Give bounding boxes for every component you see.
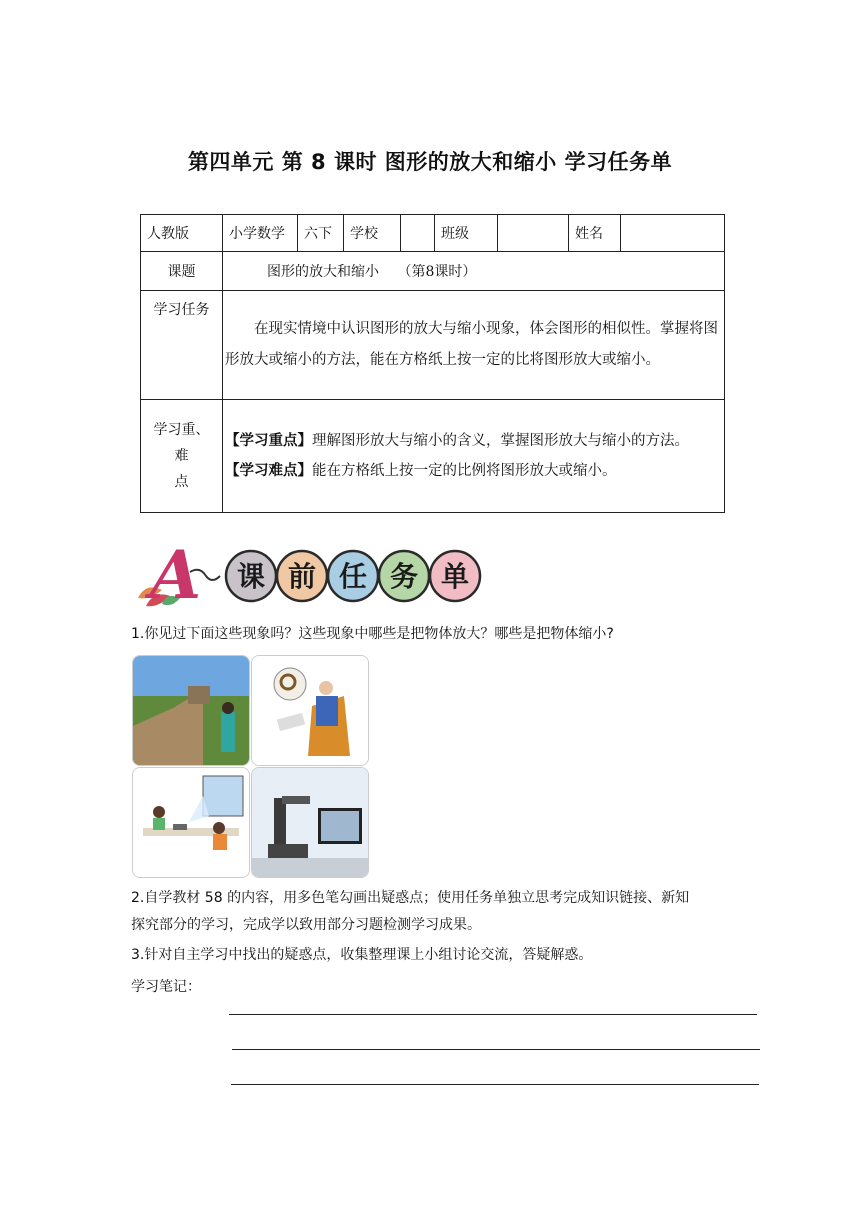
class-label: 班级: [435, 215, 498, 252]
school-label: 学校: [344, 215, 401, 252]
topic-value: 图形的放大和缩小 （第8课时）: [223, 252, 725, 291]
projector-photo: [132, 767, 250, 878]
focus-label-line1: 学习重、难: [153, 422, 210, 464]
grade-cell: 六下: [298, 215, 344, 252]
pre-class-banner: [132, 538, 492, 612]
banner-char: 课: [236, 560, 266, 593]
banner-graphic: [132, 538, 492, 612]
school-field[interactable]: [401, 215, 435, 252]
page-title: 第四单元 第 8 课时 图形的放大和缩小 学习任务单: [187, 150, 673, 174]
topic-label: 课题: [141, 252, 223, 291]
note-line-3[interactable]: [231, 1084, 759, 1085]
name-field[interactable]: [621, 215, 725, 252]
edition-cell: 人教版: [141, 215, 223, 252]
question-3: 3.针对自主学习中找出的疑惑点，收集整理课上小组讨论交流，答疑解惑。: [131, 947, 593, 963]
magnifier-photo: [251, 655, 369, 766]
task-label: 学习任务: [141, 291, 223, 400]
key-point-tag: 【学习重点】: [225, 433, 312, 449]
notes-label: 学习笔记：: [131, 979, 201, 995]
subject-cell: 小学数学: [223, 215, 298, 252]
focus-label-line2: 点: [174, 474, 189, 490]
difficulty-tag: 【学习难点】: [225, 463, 312, 479]
banner-letter: A: [150, 538, 202, 612]
great-wall-photo: [132, 655, 250, 766]
class-field[interactable]: [498, 215, 569, 252]
key-point: [225, 426, 722, 456]
difficulty-text: 能在方格纸上按一定的比例将图形放大或缩小。: [312, 463, 617, 479]
task-value: 在现实情境中认识图形的放大与缩小现象，体会图形的相似性。掌握将图形放大或缩小的方法，能在方格纸上按一定的比将图形放大或缩小。: [223, 291, 725, 400]
banner-char: 单: [440, 560, 470, 593]
banner-char: 前: [287, 560, 317, 593]
key-point-text: 理解图形放大与缩小的含义，掌握图形放大与缩小的方法。: [312, 433, 689, 449]
info-table: [140, 214, 725, 513]
microscope-photo: [251, 767, 369, 878]
note-line-2[interactable]: [232, 1049, 760, 1050]
note-line-1[interactable]: [229, 1014, 757, 1015]
question-1: 1.你见过下面这些现象吗？这些现象中哪些是把物体放大？哪些是把物体缩小?: [131, 626, 614, 642]
difficulty: [225, 456, 722, 486]
question-2-line1: 2.自学教材 58 的内容，用多色笔勾画出疑惑点；使用任务单独立思考完成知识链接、新知: [131, 890, 690, 906]
banner-char: 任: [338, 560, 368, 593]
question-2-line2: 探究部分的学习，完成学以致用部分习题检测学习成果。: [131, 917, 481, 933]
name-label: 姓名: [569, 215, 621, 252]
banner-char: 务: [389, 560, 419, 593]
